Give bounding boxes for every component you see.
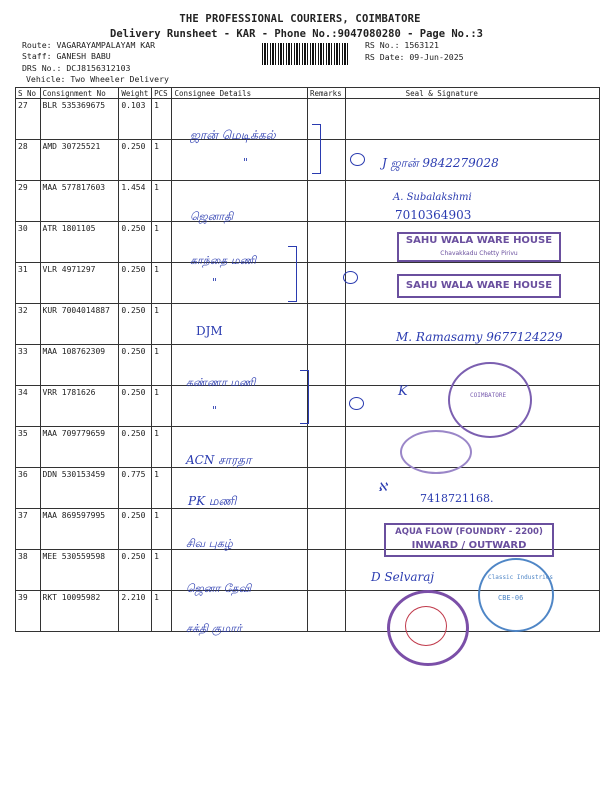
- signature-36-mark: ℵ: [378, 480, 387, 494]
- table-row: 39 RKT 10095982 2.210 1: [16, 591, 600, 632]
- signature-36: 7418721168.: [420, 492, 494, 505]
- handwritten-consignee-35: ACN சாரதா: [186, 453, 252, 467]
- handwritten-bracket: [288, 246, 297, 302]
- handwritten-consignee-32: DJM: [196, 324, 223, 338]
- vehicle-label: Vehicle: Two Wheeler Delivery: [26, 74, 169, 84]
- table-row: 37 MAA 869597995 0.250 1: [16, 509, 600, 550]
- round-seal-cbe: CBE-06: [498, 594, 524, 602]
- col-consignee: Consignee Details: [172, 88, 308, 99]
- col-sno: S No: [16, 88, 41, 99]
- round-seal-inner-red: [405, 606, 447, 646]
- document-title: THE PROFESSIONAL COURIERS, COIMBATORE: [179, 13, 421, 25]
- round-seal: [448, 362, 532, 438]
- table-row: 38 MEE 530559598 0.250 1: [16, 550, 600, 591]
- table-row: 29 MAA 577817603 1.454 1: [16, 181, 600, 222]
- handwritten-ditto-33: ": [212, 404, 218, 417]
- table-row: 36 DDN 530153459 0.775 1: [16, 468, 600, 509]
- barcode: [262, 43, 350, 65]
- remark-mark: [349, 397, 364, 410]
- table-row: 34 VRR 1781626 0.250 1: [16, 386, 600, 427]
- handwritten-consignee-39: சக்தி குமார்: [186, 622, 242, 635]
- handwritten-consignee-36: PK மணி: [188, 494, 237, 508]
- handwritten-consignee-29: ஜெனாதி: [190, 210, 234, 223]
- stamp-sahu-warehouse-2: SAHU WALA WARE HOUSE: [397, 274, 561, 298]
- handwritten-consignee-31: காந்தை மணி: [190, 254, 257, 267]
- table-row: 33 MAA 108762309 0.250 1: [16, 345, 600, 386]
- round-seal-faint: [400, 430, 472, 474]
- round-seal-classic-text: Classic Industries: [488, 574, 554, 581]
- stamp-aqua-flow: AQUA FLOW (FOUNDRY - 2200) INWARD / OUTWARD: [384, 523, 554, 557]
- route-label: Route: VAGARAYAMPALAYAM KAR: [22, 40, 156, 50]
- handwritten-consignee-38: ஜெனா தேவி: [186, 582, 252, 595]
- handwritten-ditto-28: ": [243, 156, 249, 169]
- rs-date: RS Date: 09-Jun-2025: [365, 52, 464, 62]
- stamp-sahu-warehouse: SAHU WALA WARE HOUSE Chavakkadu Chetty Pirivu: [397, 232, 561, 262]
- handwritten-consignee-28: ஜான் மெடிக்கல்: [190, 128, 276, 142]
- signature-38: D Selvaraj: [371, 570, 435, 584]
- table-row: 30 ATR 1801105 0.250 1: [16, 222, 600, 263]
- signature-34: K: [398, 384, 408, 399]
- rs-number: RS No.: 1563121: [365, 40, 439, 50]
- table-row: 28 AMD 30725521 0.250 1: [16, 140, 600, 181]
- drs-label: DRS No.: DCJ8156312103: [22, 63, 131, 73]
- handwritten-ditto-31: ": [212, 276, 218, 289]
- col-pcs: PCS: [152, 88, 172, 99]
- col-weight: Weight: [119, 88, 152, 99]
- table-row: 32 KUR 7004014887 0.250 1: [16, 304, 600, 345]
- handwritten-bracket: [312, 124, 321, 174]
- table-row: 27 BLR 535369675 0.103 1: [16, 99, 600, 140]
- handwritten-bracket: [300, 370, 309, 424]
- col-consignment: Consignment No: [40, 88, 119, 99]
- remark-mark: [343, 271, 358, 284]
- round-seal-text: COIMBATORE: [470, 392, 507, 399]
- handwritten-consignee-33: கண்ணா மணி: [186, 376, 256, 389]
- signature-32: M. Ramasamy 9677124229: [396, 330, 563, 344]
- table-row: 35 MAA 709779659 0.250 1: [16, 427, 600, 468]
- col-remarks: Remarks: [308, 88, 346, 99]
- signature-29: A. Subalakshmi: [393, 192, 472, 203]
- staff-label: Staff: GANESH BABU: [22, 51, 111, 61]
- signature-28: J ஜான் 9842279028: [382, 156, 499, 170]
- table-row: 31 VLR 4971297 0.250 1: [16, 263, 600, 304]
- col-seal: Seal & Signature: [345, 88, 599, 99]
- document-subtitle: Delivery Runsheet - KAR - Phone No.:9047080280 - Page No.:3: [110, 28, 483, 40]
- remark-mark: [350, 153, 365, 166]
- signature-29-phone: 7010364903: [395, 208, 472, 222]
- handwritten-consignee-37: சிவ புகழ்: [186, 537, 233, 550]
